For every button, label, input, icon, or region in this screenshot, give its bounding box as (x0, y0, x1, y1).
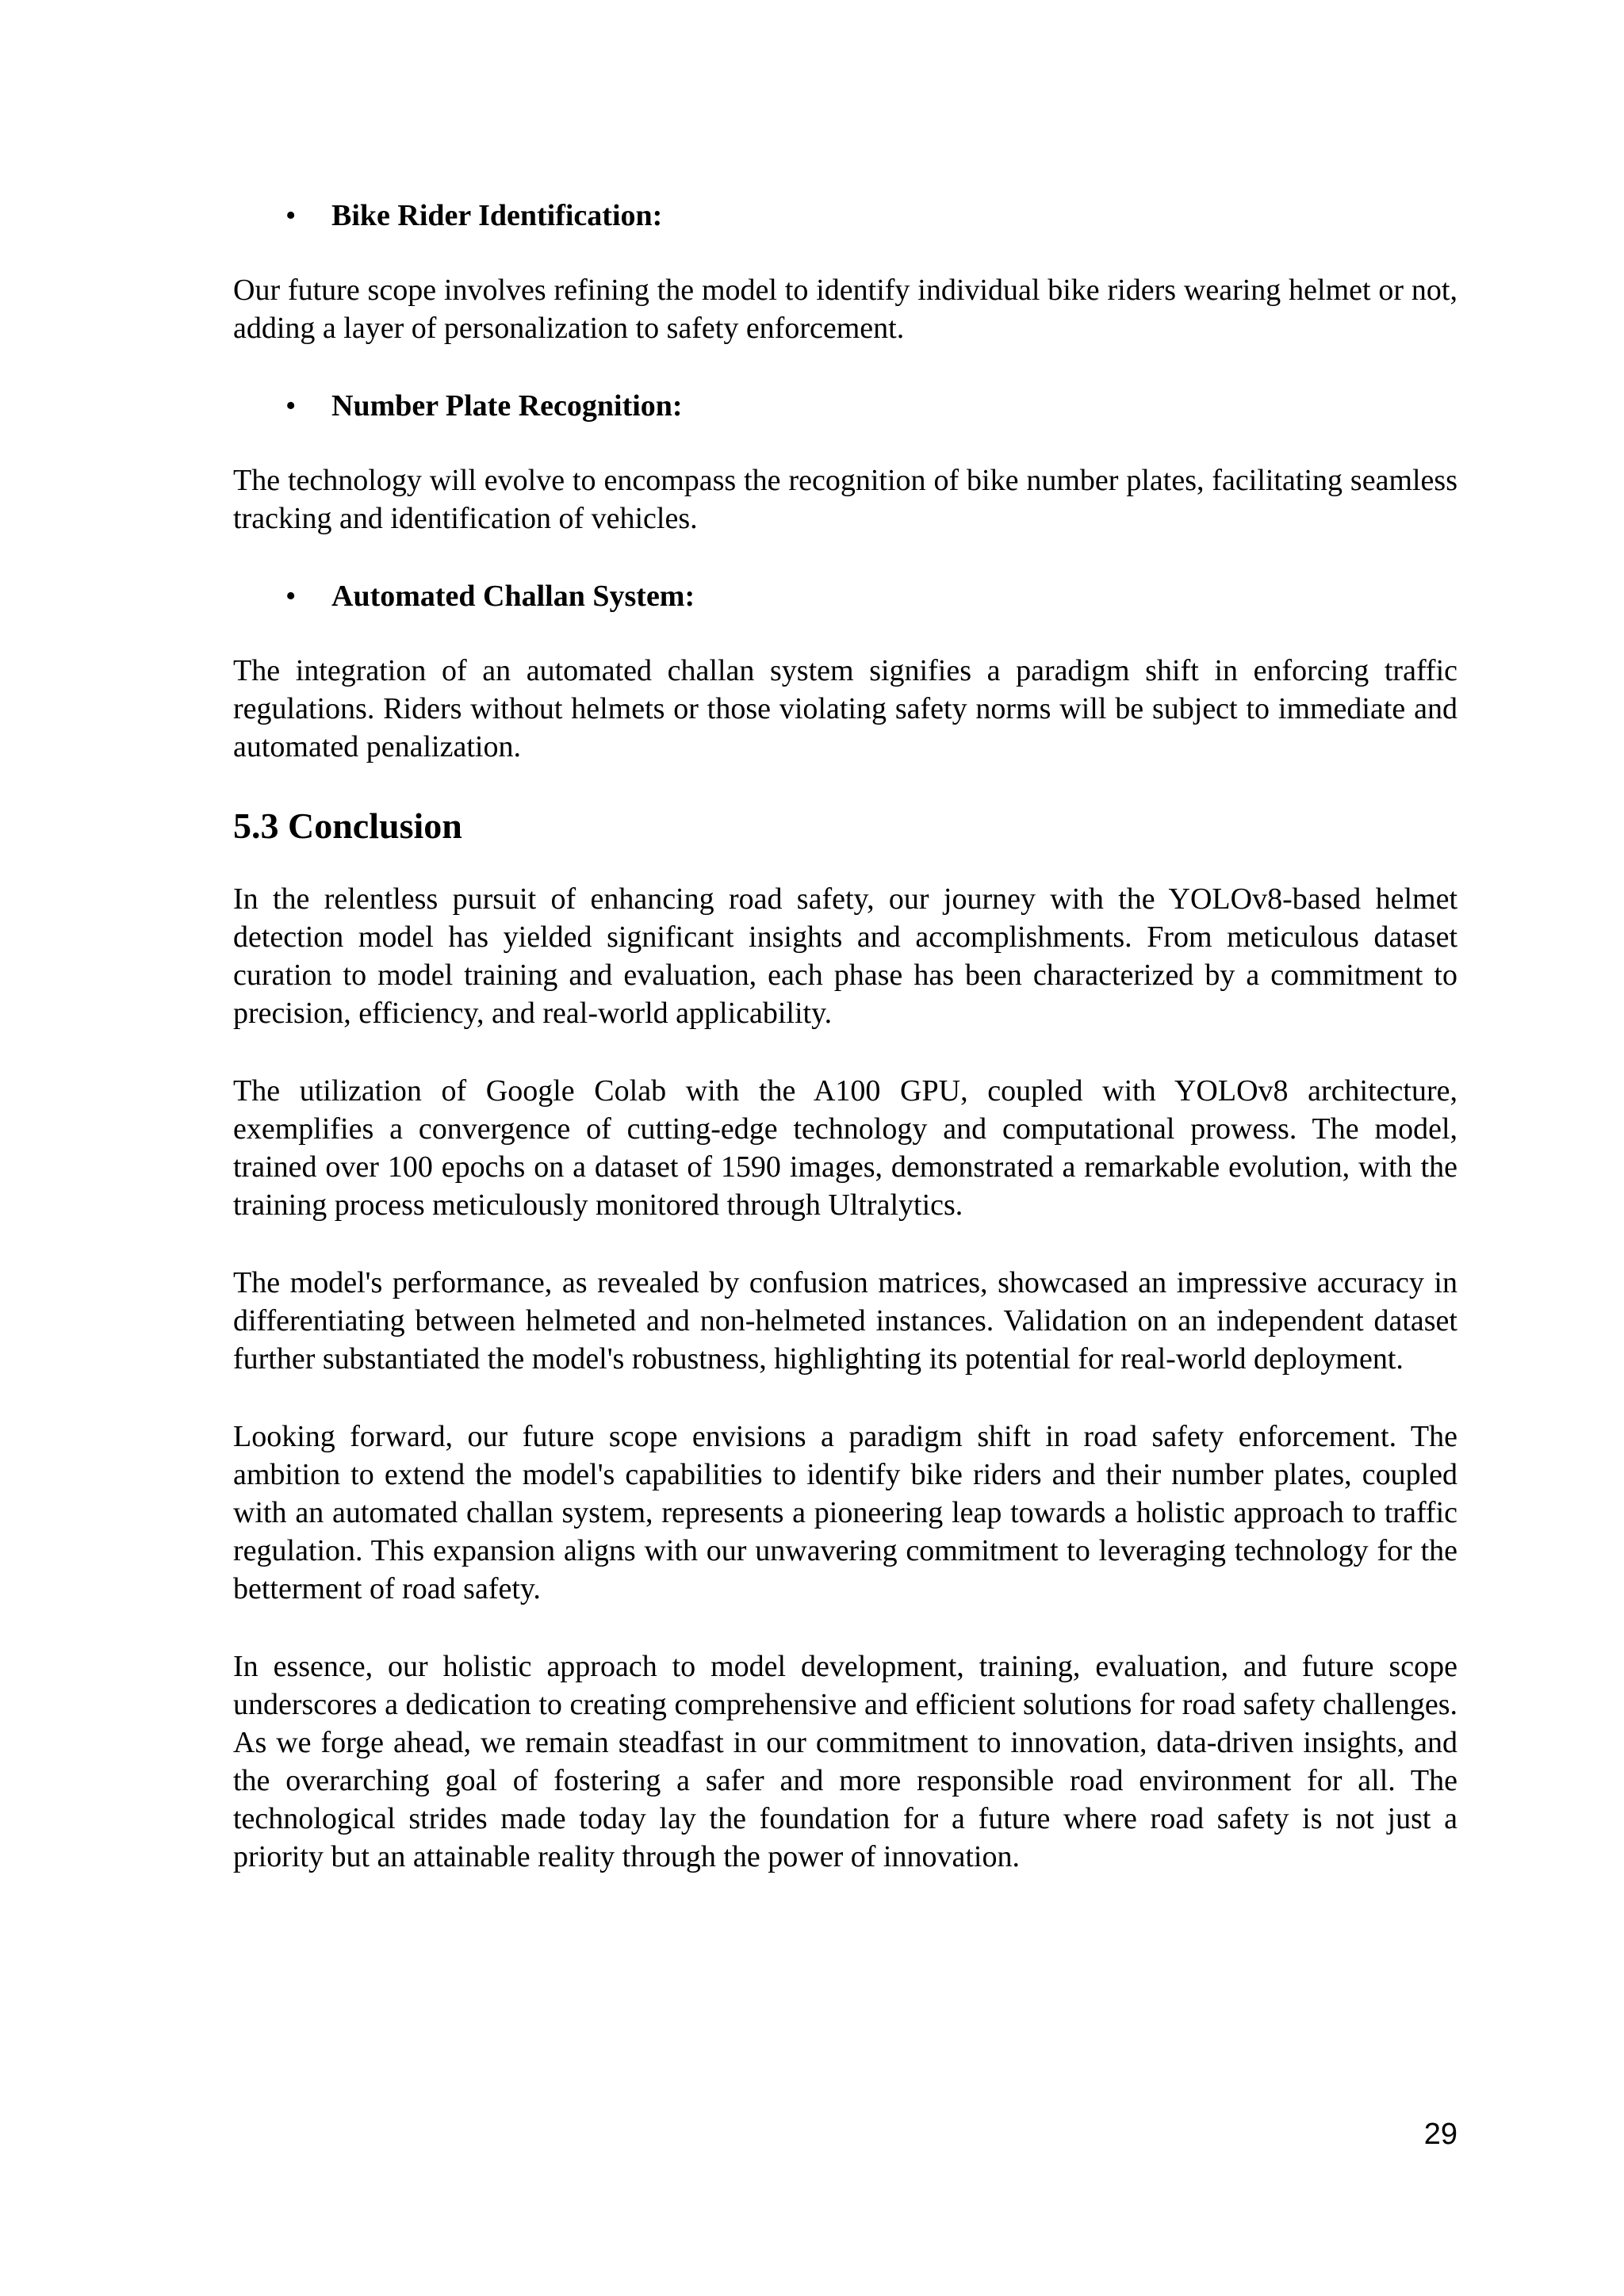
paragraph-bike-rider: Our future scope involves refining the model to identify individual bike riders wearing helmet or not, adding a layer of personalization to safety enforcement. (233, 274, 1457, 345)
conclusion-paragraph: Looking forward, our future scope envisions a paradigm shift in road safety enforcement. The ambition to extend the model's capabilities to identify bike riders and their number plates, coupled with an automated challan system, represents a pioneering leap towards a holistic approach to traffic regulation. This expansion aligns with our unwavering commitment to leveraging technology for the betterment of road safety. (233, 1420, 1457, 1605)
bullet-heading-challan (233, 577, 1457, 615)
conclusion-paragraph: The utilization of Google Colab with the A100 GPU, coupled with YOLOv8 architecture, exemplifies a convergence of cutting-edge technology and computational prowess. The model, trained over 100 epochs on a dataset of 1590 images, demonstrated a remarkable evolution, with the training process meticulously monitored through Ultralytics. (233, 1074, 1457, 1222)
page-content (233, 197, 1457, 1876)
bullet-heading-text: Bike Rider Identification: (331, 199, 663, 232)
conclusion-paragraph: In essence, our holistic approach to model development, training, evaluation, and future scope underscores a dedication to creating comprehensive and efficient solutions for road safety challenges. As we forge ahead, we remain steadfast in our commitment to innovation, data-driven insights, and the overarching goal of fostering a safer and more responsible road environment for all. The technological strides made today lay the foundation for a future where road safety is not just a priority but an attainable reality through the power of innovation. (233, 1650, 1457, 1873)
conclusion-paragraph: The model's performance, as revealed by confusion matrices, showcased an impressive accuracy in differentiating between helmeted and non-helmeted instances. Validation on an independent dataset further substantiated the model's robustness, highlighting its potential for real-world deployment. (233, 1266, 1457, 1376)
conclusion-paragraph: In the relentless pursuit of enhancing road safety, our journey with the YOLOv8-based helmet detection model has yielded significant insights and accomplishments. From meticulous dataset curation to model training and evaluation, each phase has been characterized by a commitment to precision, efficiency, and real-world applicability. (233, 882, 1457, 1030)
bullet-icon: • (285, 199, 297, 232)
bullet-heading-text: Automated Challan System: (331, 580, 695, 613)
bullet-heading-bike-rider (233, 197, 1457, 235)
bullet-heading-number-plate (233, 387, 1457, 425)
paragraph-challan: The integration of an automated challan system signifies a paradigm shift in enforcing traffic regulations. Riders without helmets or those violating safety norms will be subject to immediate and automated penalization. (233, 654, 1457, 763)
paragraph-number-plate: The technology will evolve to encompass the recognition of bike number plates, facilitating seamless tracking and identification of vehicles. (233, 464, 1457, 535)
bullet-icon: • (285, 580, 297, 613)
bullet-heading-text: Number Plate Recognition: (331, 389, 683, 423)
bullet-icon: • (285, 389, 297, 423)
page-number: 29 (1423, 2118, 1457, 2151)
section-title-conclusion: 5.3 Conclusion (233, 806, 462, 846)
